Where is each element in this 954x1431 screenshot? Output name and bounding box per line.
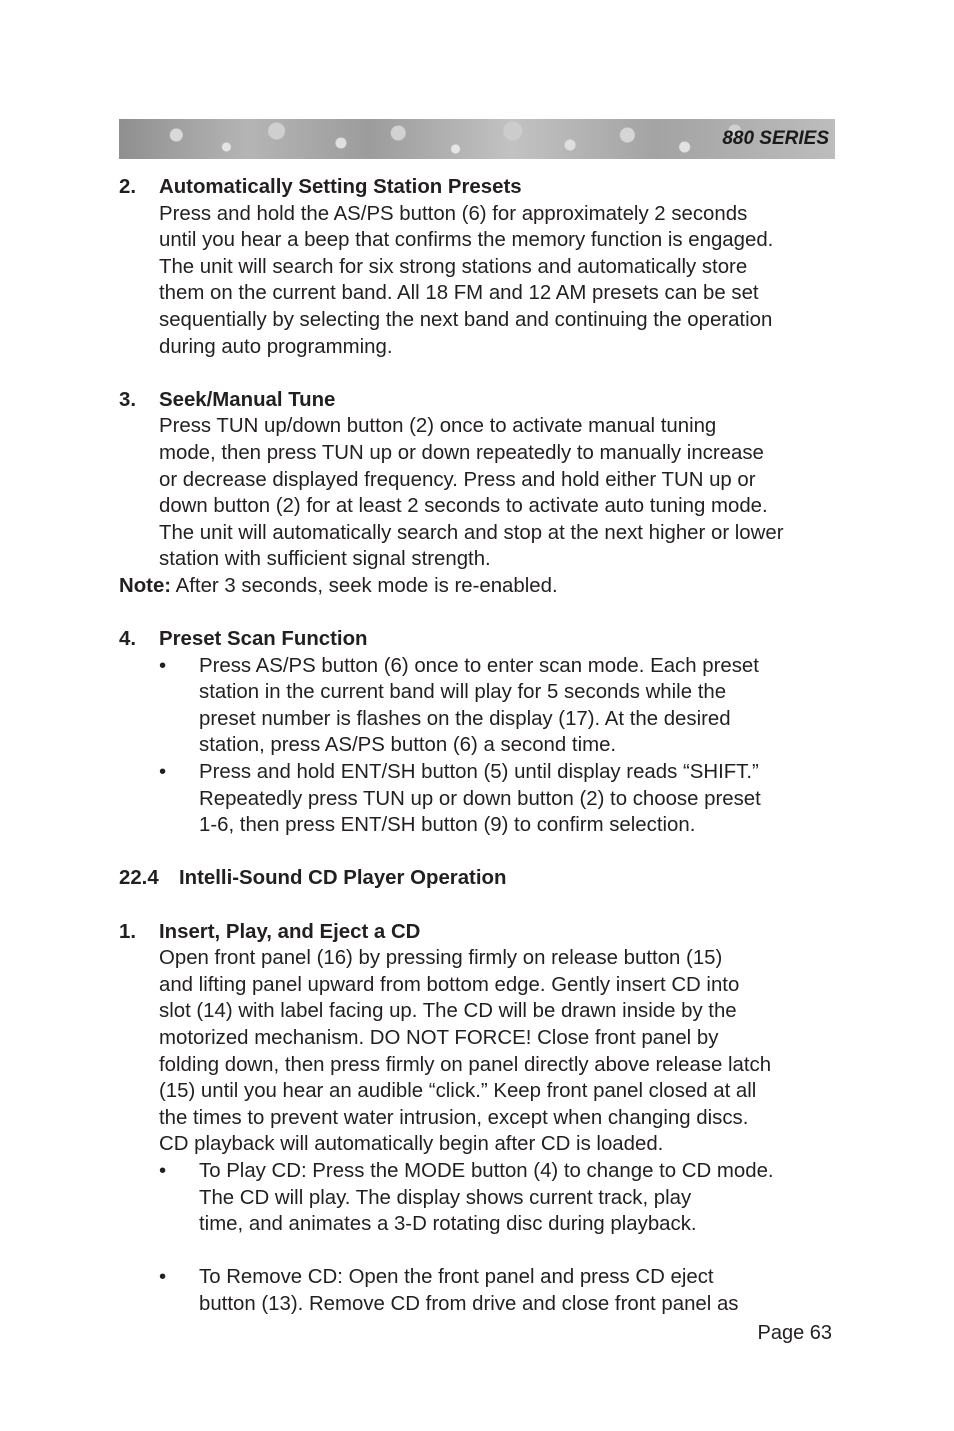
text-line: or decrease displayed frequency. Press and hold either TUN up or — [159, 468, 756, 491]
list-item — [119, 919, 839, 1158]
note-text: After 3 seconds, seek mode is re-enabled. — [171, 574, 558, 597]
note-label: Note: — [119, 574, 172, 597]
item-title: Seek/Manual Tune — [159, 388, 336, 411]
text-line: button (13). Remove CD from drive and close front panel as — [199, 1292, 739, 1315]
item-number: 1. — [119, 920, 137, 943]
section-title: Intelli-Sound CD Player Operation — [179, 867, 507, 890]
spacer — [119, 600, 839, 627]
spacer — [119, 360, 839, 387]
text-line: Press and hold the AS/PS button (6) for approximately 2 seconds — [159, 202, 748, 225]
text-line: station with sufficient signal strength. — [159, 548, 491, 571]
text-line: them on the current band. All 18 FM and 12 AM presets can be set — [159, 282, 759, 305]
note — [119, 573, 839, 600]
text-line: CD playback will automatically begin after CD is loaded. — [159, 1133, 664, 1156]
text-line: Press and hold ENT/SH button (5) until display reads “SHIFT.” — [199, 761, 759, 784]
text-line: the times to prevent water intrusion, except when changing discs. — [159, 1106, 749, 1129]
spacer — [119, 1238, 839, 1265]
spacer — [119, 892, 839, 919]
list-item — [119, 387, 839, 573]
text-line: and lifting panel upward from bottom edge. Gently insert CD into — [159, 973, 740, 996]
bullet-mark: • — [159, 654, 167, 677]
text-line: To Remove CD: Open the front panel and press CD eject — [199, 1266, 714, 1289]
item-title: Preset Scan Function — [159, 628, 368, 651]
page-content — [119, 174, 839, 1318]
text-line: Repeatedly press TUN up or down button (2) to choose preset — [199, 787, 761, 810]
text-line: slot (14) with label facing up. The CD will be drawn inside by the — [159, 1000, 737, 1023]
section-heading — [119, 865, 839, 892]
item-number: 4. — [119, 628, 137, 651]
text-line: mode, then press TUN up or down repeatedly to manually increase — [159, 441, 764, 464]
list-item — [119, 174, 839, 360]
bullet-item — [119, 1264, 839, 1317]
bullet-mark: • — [159, 1159, 167, 1182]
item-number: 2. — [119, 176, 137, 198]
text-line: station, press AS/PS button (6) a second time. — [199, 734, 617, 757]
text-line: 1-6, then press ENT/SH button (9) to confirm selection. — [199, 814, 696, 837]
item-number: 3. — [119, 388, 137, 411]
item-title: Automatically Setting Station Presets — [159, 176, 522, 198]
text-line: until you hear a beep that confirms the memory function is engaged. — [159, 229, 774, 252]
text-line: preset number is flashes on the display (17). At the desired — [199, 707, 731, 730]
list-item — [119, 626, 839, 653]
text-line: folding down, then press firmly on panel directly above release latch — [159, 1053, 772, 1076]
text-line: (15) until you hear an audible “click.” Keep front panel closed at all — [159, 1080, 757, 1103]
text-line: sequentially by selecting the next band and continuing the operation — [159, 308, 773, 331]
text-line: motorized mechanism. DO NOT FORCE! Close front panel by — [159, 1027, 719, 1049]
text-line: during auto programming. — [159, 335, 393, 358]
text-line: To Play CD: Press the MODE button (4) to change to CD mode. — [199, 1159, 774, 1182]
item-title: Insert, Play, and Eject a CD — [159, 920, 421, 943]
spacer — [119, 839, 839, 866]
section-number: 22.4 — [119, 867, 159, 890]
page-number: Page 63 — [757, 1322, 832, 1344]
text-line: The unit will search for six strong stations and automatically store — [159, 255, 748, 278]
text-line: time, and animates a 3-D rotating disc during playback. — [199, 1213, 697, 1236]
bullet-item — [119, 653, 839, 759]
bullet-item — [119, 759, 839, 839]
bullet-mark: • — [159, 761, 167, 784]
header-banner — [119, 119, 835, 159]
text-line: The unit will automatically search and stop at the next higher or lower — [159, 521, 784, 544]
text-line: The CD will play. The display shows current track, play — [199, 1186, 692, 1209]
text-line: Open front panel (16) by pressing firmly on release button (15) — [159, 947, 723, 970]
bullet-item — [119, 1158, 839, 1238]
text-line: Press AS/PS button (6) once to enter scan mode. Each preset — [199, 654, 759, 677]
bullet-mark: • — [159, 1266, 167, 1289]
text-line: down button (2) for at least 2 seconds to activate auto tuning mode. — [159, 495, 768, 518]
text-line: Press TUN up/down button (2) once to activate manual tuning — [159, 415, 717, 438]
text-line: station in the current band will play for 5 seconds while the — [199, 681, 727, 704]
series-title: 880 SERIES — [722, 128, 829, 149]
